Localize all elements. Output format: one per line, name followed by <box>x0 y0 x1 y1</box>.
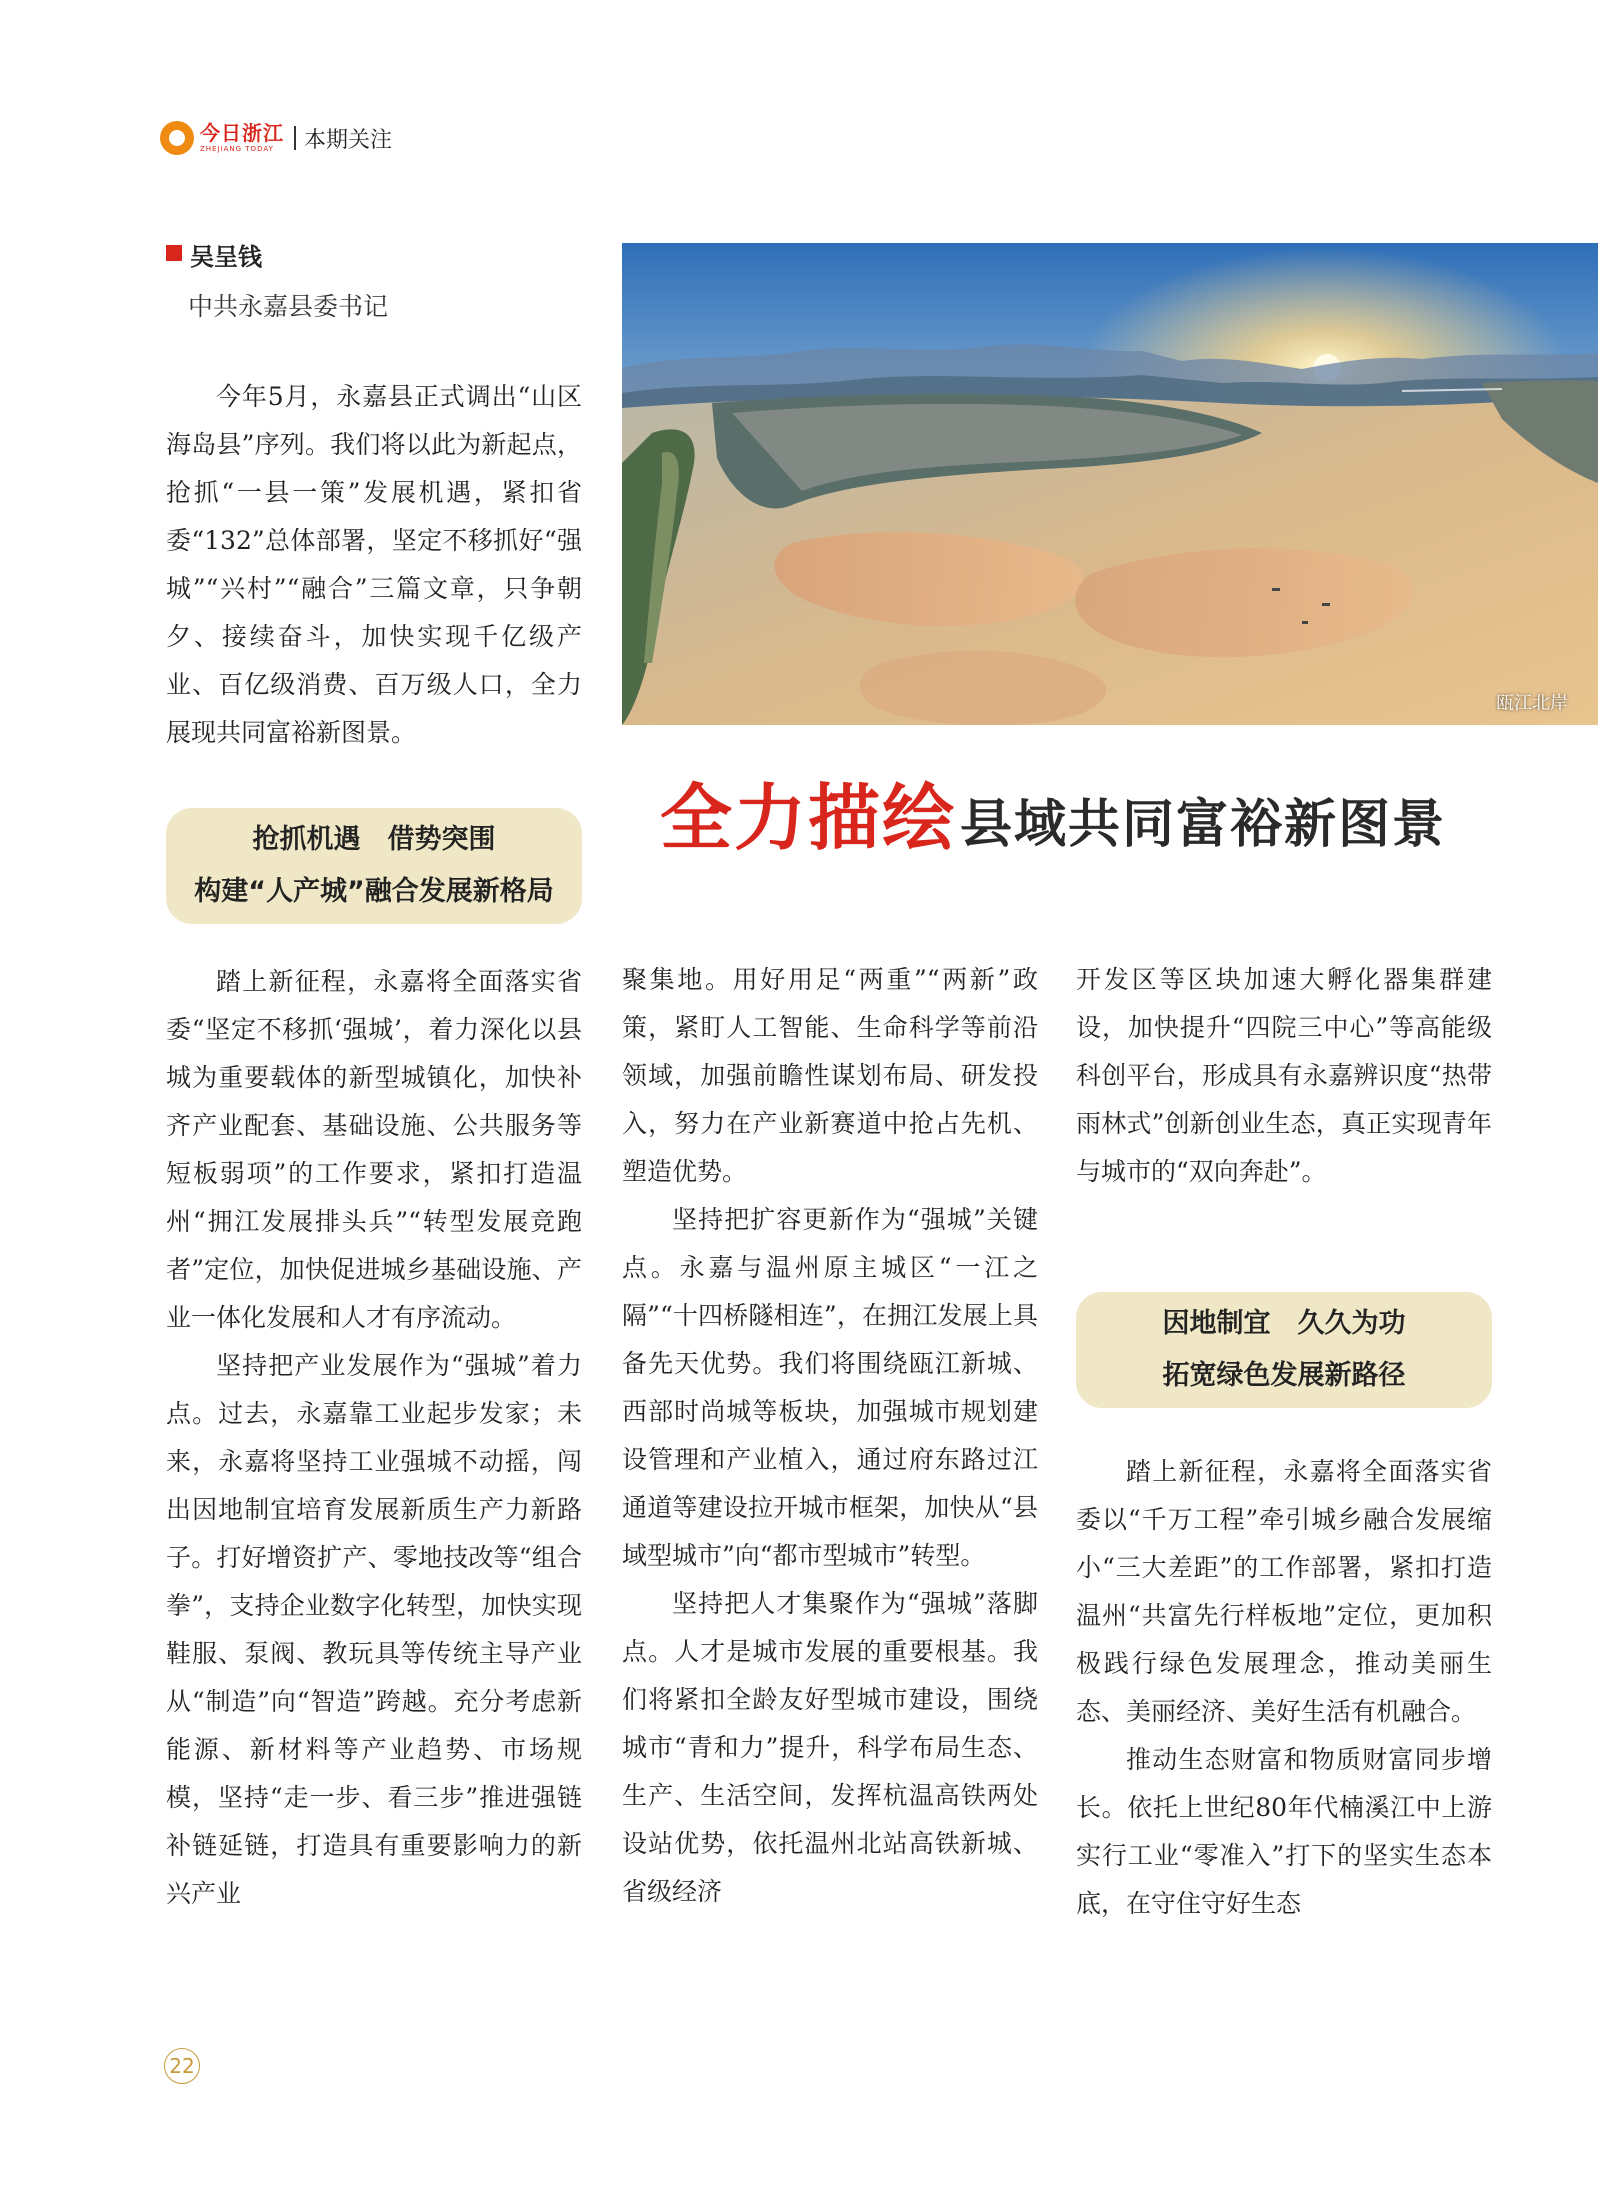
magazine-logo <box>200 123 284 153</box>
section-heading-1-line1: 抢抓机遇 借势突围 <box>252 824 496 855</box>
logo-subtext: ZHEJIANG TODAY <box>200 145 274 153</box>
logo-text: 今日浙江 <box>200 121 284 145</box>
col3-paragraph-1: 开发区等区块加速大孵化器集群建设，加快提升“四院三中心”等高能级科创平台，形成具有永嘉辨识度“热带雨林式”创新创业生态，真正实现青年与城市的“双向奔赴”。 <box>1076 965 1492 1186</box>
col1-paragraph-1: 踏上新征程，永嘉将全面落实省委“坚定不移抓‘强城’，着力深化以县城为重要载体的新型城镇化，加快补齐产业配套、基础设施、公共服务等短板弱项”的工作要求，紧扣打造温州“拥江发展排头兵”“转型发展竞跑者”定位，加快促进城乡基础设施、产业一体化发展和人才有序流动。 <box>166 967 582 1332</box>
col2-paragraph-3: 坚持把人才集聚作为“强城”落脚点。人才是城市发展的重要根基。我们将紧扣全龄友好型城市建设，围绕城市“青和力”提升，科学布局生态、生产、生活空间，发挥杭温高铁两处设站优势，依托温州北站高铁新城、省级经济 <box>622 1589 1038 1906</box>
column-3-bottom <box>1076 1448 1492 1928</box>
page-number: 22 <box>164 2048 200 2084</box>
section-heading-1 <box>166 808 582 924</box>
intro-paragraph <box>166 373 582 757</box>
col2-paragraph-2: 坚持把扩容更新作为“强城”关键点。永嘉与温州原主城区“一江之隔”“十四桥隧相连”，在拥江发展上具备先天优势。我们将围绕瓯江新城、西部时尚城等板块，加强城市规划建设管理和产业植入，通过府东路过江通道等建设拉开城市框架，加快从“县域型城市”向“都市型城市”转型。 <box>622 1205 1038 1570</box>
section-label: 本期关注 <box>304 127 393 153</box>
headline-dark: 县域共同富裕新图景 <box>960 794 1447 855</box>
aerial-photo <box>622 243 1598 725</box>
col2-paragraph-1: 聚集地。用好用足“两重”“两新”政策，紧盯人工智能、生命科学等前沿领域，加强前瞻性谋划布局、研发投入，努力在产业新赛道中抢占先机、塑造优势。 <box>622 965 1038 1186</box>
col3-paragraph-2: 踏上新征程，永嘉将全面落实省委以“千万工程”牵引城乡融合发展缩小“三大差距”的工作部署，紧扣打造温州“共富先行样板地”定位，更加积极践行绿色发展理念，推动美丽生态、美丽经济、美好生活有机融合。 <box>1076 1457 1492 1726</box>
author-name: 吴呈钱 <box>190 243 262 271</box>
headline-red: 全力描绘 <box>660 776 957 860</box>
intro-text: 今年5月，永嘉县正式调出“山区海岛县”序列。我们将以此为新起点，抢抓“一县一策”发展机遇，紧扣省委“132”总体部署，坚定不移抓好“强城”“兴村”“融合”三篇文章，只争朝夕、接续奋斗，加快实现千亿级产业、百亿级消费、百万级人口，全力展现共同富裕新图景。 <box>166 382 582 747</box>
page-header <box>160 118 392 158</box>
zhejiang-today-logo-icon <box>160 121 194 155</box>
column-3-top <box>1076 956 1492 1196</box>
section-heading-1-line2: 构建“人产城”融合发展新格局 <box>194 876 554 907</box>
article-headline <box>660 776 1560 860</box>
section-heading-2-line1: 因地制宜 久久为功 <box>1162 1308 1406 1339</box>
section-heading-2 <box>1076 1292 1492 1408</box>
photo-caption: 瓯江北岸 <box>1496 693 1568 714</box>
col1-paragraph-2: 坚持把产业发展作为“强城”着力点。过去，永嘉靠工业起步发家；未来，永嘉将坚持工业强城不动摇，闯出因地制宜培育发展新质生产力新路子。打好增资扩产、零地技改等“组合拳”，支持企业数字化转型，加快实现鞋服、泵阀、教玩具等传统主导产业从“制造”向“智造”跨越。充分考虑新能源、新材料等产业趋势、市场规模，坚持“走一步、看三步”推进强链补链延链，打造具有重要影响力的新兴产业 <box>166 1351 582 1908</box>
author-title: 中共永嘉县委书记 <box>188 292 389 321</box>
section-heading-2-line2: 拓宽绿色发展新路径 <box>1162 1360 1406 1391</box>
author-marker-icon <box>166 245 182 261</box>
header-divider <box>294 126 296 150</box>
column-1 <box>166 958 582 1918</box>
col3-paragraph-3: 推动生态财富和物质财富同步增长。依托上世纪80年代楠溪江中上游实行工业“零准入”打下的坚实生态本底，在守住守好生态 <box>1076 1745 1492 1918</box>
river-landscape-image <box>622 243 1598 725</box>
column-2 <box>622 956 1038 1916</box>
